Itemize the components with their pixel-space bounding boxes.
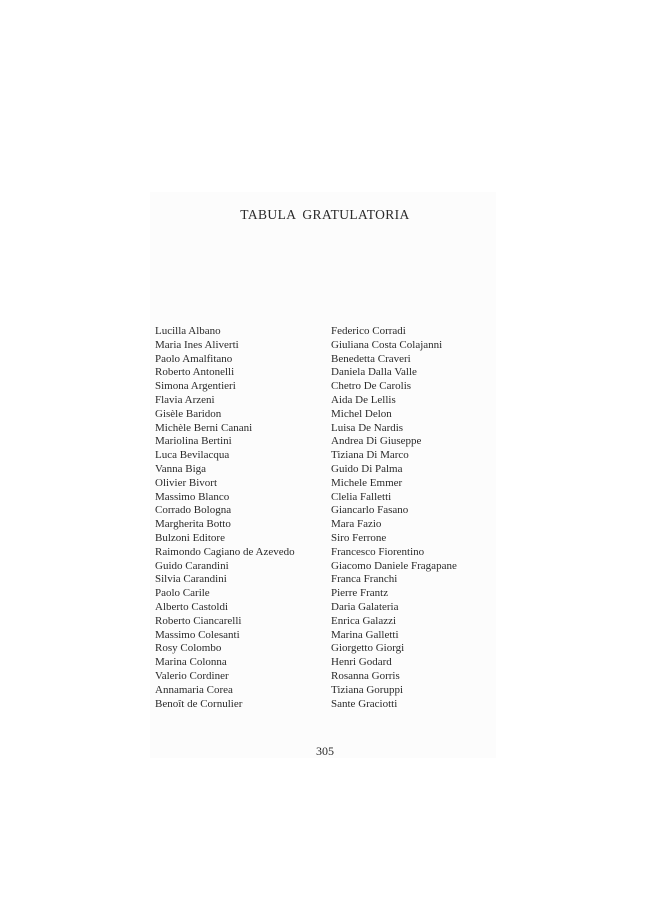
name-entry: Marina Colonna xyxy=(155,656,227,669)
name-entry: Flavia Arzeni xyxy=(155,393,215,406)
name-entry: Francesco Fiorentino xyxy=(331,545,425,558)
name-entry: Corrado Bologna xyxy=(155,504,232,517)
name-entry: Guido Di Palma xyxy=(331,462,403,475)
name-entry: Giancarlo Fasano xyxy=(331,504,409,517)
name-entry: Clelia Falletti xyxy=(331,490,392,503)
name-entry: Benoît de Cornulier xyxy=(155,697,243,710)
name-entry: Simona Argentieri xyxy=(155,380,236,393)
name-entry: Daria Galateria xyxy=(331,600,399,613)
name-entry: Massimo Colesanti xyxy=(155,628,240,641)
name-entry: Michèle Berni Canani xyxy=(155,421,253,434)
name-entry: Giuliana Costa Colajanni xyxy=(331,338,443,351)
name-entry: Silvia Carandini xyxy=(155,573,227,586)
name-entry: Rosanna Gorris xyxy=(331,669,400,682)
name-entry: Andrea Di Giuseppe xyxy=(331,435,422,448)
name-entry: Bulzoni Editore xyxy=(155,531,225,544)
name-entry: Siro Ferrone xyxy=(331,531,387,544)
name-entry: Giorgetto Giorgi xyxy=(331,642,405,655)
page-title: TABULA GRATULATORIA xyxy=(240,207,410,222)
name-entry: Giacomo Daniele Fragapane xyxy=(331,559,457,572)
name-entry: Raimondo Cagiano de Azevedo xyxy=(155,545,295,558)
name-entry: Rosy Colombo xyxy=(155,642,222,655)
name-entry: Gisèle Baridon xyxy=(155,407,222,420)
name-entry: Lucilla Albano xyxy=(155,325,221,337)
name-entry: Olivier Bivort xyxy=(155,476,218,489)
name-entry: Sante Graciotti xyxy=(331,697,398,710)
name-entry: Margherita Botto xyxy=(155,518,231,531)
name-entry: Chetro De Carolis xyxy=(331,380,412,393)
name-entry: Annamaria Corea xyxy=(155,683,233,696)
name-entry: Benedetta Craveri xyxy=(331,352,411,365)
name-entry: Vanna Biga xyxy=(155,462,207,475)
name-entry: Michel Delon xyxy=(331,407,392,420)
name-entry: Franca Franchi xyxy=(331,573,398,586)
name-entry: Marina Galletti xyxy=(331,628,399,641)
name-entry: Paolo Carile xyxy=(155,587,210,600)
names-column-right xyxy=(331,325,457,711)
name-entry: Maria Ines Aliverti xyxy=(155,338,239,351)
name-entry: Tiziana Di Marco xyxy=(331,449,409,462)
names-column-left xyxy=(155,325,295,711)
name-entry: Roberto Antonelli xyxy=(155,366,235,379)
name-entry: Tiziana Goruppi xyxy=(331,683,404,696)
name-entry: Henri Godard xyxy=(331,656,392,669)
name-entry: Aida De Lellis xyxy=(331,393,396,406)
name-entry: Alberto Castoldi xyxy=(155,600,229,613)
name-entry: Enrica Galazzi xyxy=(331,614,397,627)
name-entry: Luisa De Nardis xyxy=(331,421,404,434)
name-entry: Federico Corradi xyxy=(331,325,406,337)
page-number: 305 xyxy=(316,744,334,758)
name-entry: Valerio Cordiner xyxy=(155,669,229,682)
name-entry: Guido Carandini xyxy=(155,559,229,572)
name-entry: Mara Fazio xyxy=(331,518,382,531)
name-entry: Massimo Blanco xyxy=(155,490,230,503)
name-entry: Luca Bevilacqua xyxy=(155,449,230,462)
name-entry: Paolo Amalfitano xyxy=(155,352,233,365)
name-entry: Roberto Ciancarelli xyxy=(155,614,242,627)
name-entry: Michele Emmer xyxy=(331,476,403,489)
name-entry: Daniela Dalla Valle xyxy=(331,366,417,379)
name-entry: Pierre Frantz xyxy=(331,587,389,600)
name-entry: Mariolina Bertini xyxy=(155,435,232,448)
